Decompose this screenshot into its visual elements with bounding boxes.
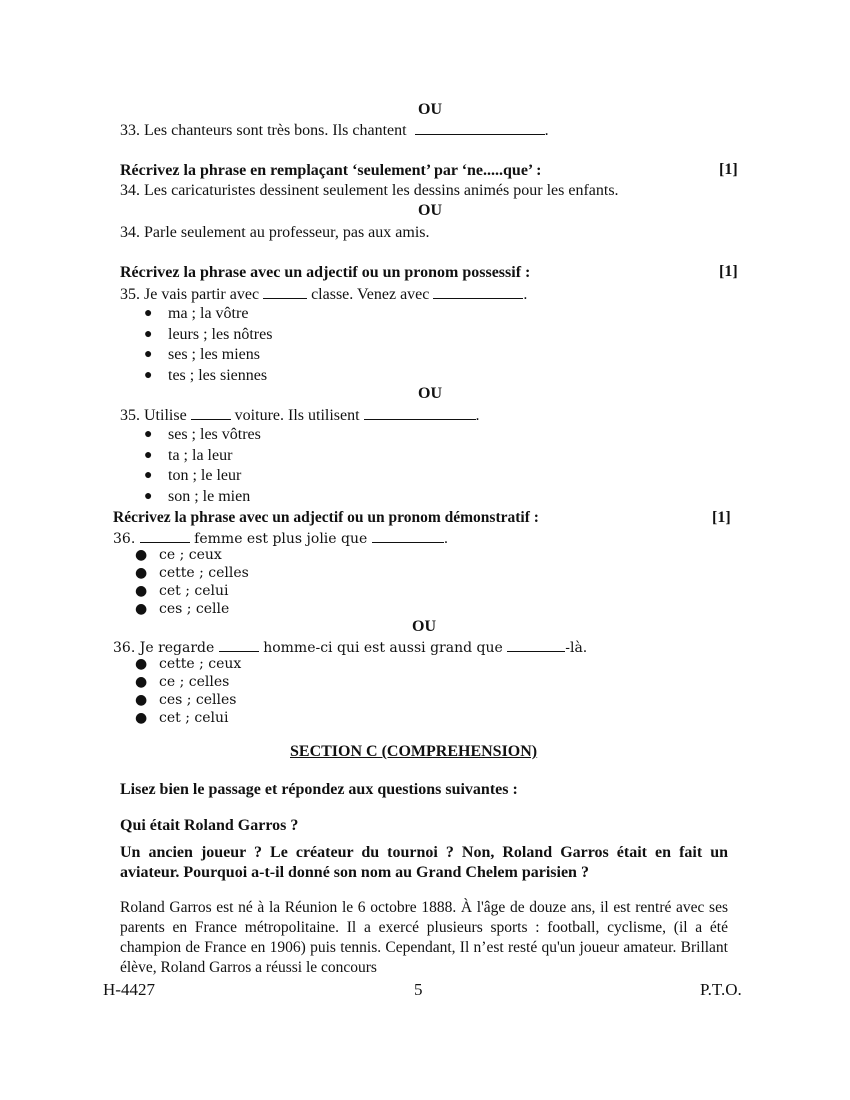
- option-item: [133, 546, 249, 564]
- option-text: ces ; celles: [159, 692, 237, 708]
- option-item: [142, 466, 261, 487]
- bullet-icon: ●: [135, 710, 148, 726]
- please-turn-over: P.T.O.: [700, 980, 742, 999]
- option-item: [133, 655, 241, 673]
- option-item: [133, 673, 241, 691]
- option-text: ses ; les miens: [168, 346, 260, 363]
- punctuation: .: [475, 407, 480, 424]
- bullet-icon: ●: [144, 427, 153, 442]
- option-text: cet ; celui: [159, 583, 229, 599]
- option-text: cette ; ceux: [159, 656, 242, 672]
- option-item: [142, 487, 261, 508]
- or-separator: OU: [418, 202, 442, 219]
- bullet-icon: ●: [144, 447, 153, 463]
- punctuation: -là.: [565, 640, 588, 656]
- bullet-icon: ●: [144, 347, 153, 362]
- answer-blank: [191, 405, 231, 420]
- question-35-alt: [120, 405, 480, 426]
- marks-q36: [1]: [712, 509, 731, 526]
- punctuation: .: [443, 531, 449, 547]
- passage-text: Roland Garros est né à la Réunion le 6 octobre 1888. À l'âge de douze ans, il est rentré avec ses parents en France métropolitaine. Il a exercé plusieurs sports : football, cyclisme, (il a été champion de France en 1906) puis tennis. Cependant, Il n’est resté qu'un joueur amateur. Brillant élève, Roland Garros a réussi le concours: [120, 899, 728, 976]
- bullet-icon: ●: [135, 565, 148, 581]
- option-item: [133, 709, 241, 727]
- answer-blank: [140, 528, 190, 543]
- section-instruction: Lisez bien le passage et répondez aux questions suivantes :: [120, 781, 518, 798]
- options-list-q36: [133, 546, 249, 618]
- bullet-icon: ●: [144, 306, 153, 321]
- option-text: son ; le mien: [168, 487, 251, 505]
- question-text: femme est plus jolie que: [194, 531, 368, 547]
- punctuation: .: [523, 286, 528, 303]
- bullet-icon: ●: [135, 692, 148, 708]
- option-text: tes ; les siennes: [168, 366, 268, 384]
- options-list-q35: [142, 304, 272, 386]
- option-text: cet ; celui: [159, 710, 229, 726]
- section-title: SECTION C (COMPREHENSION): [290, 743, 538, 760]
- options-list-q36-alt: [133, 655, 241, 727]
- answer-blank: [433, 284, 523, 299]
- question-36-alt: [113, 637, 587, 656]
- question-text: 36.: [113, 531, 136, 547]
- bullet-icon: ●: [144, 326, 153, 342]
- option-text: ces ; celle: [159, 601, 230, 617]
- option-item: [133, 600, 249, 618]
- bullet-icon: ●: [144, 488, 153, 504]
- option-item: [133, 582, 249, 600]
- option-item: [142, 325, 272, 346]
- answer-blank: [263, 284, 307, 299]
- marks-q35: [1]: [719, 263, 738, 280]
- page-number: 5: [414, 980, 423, 999]
- answer-blank: [372, 528, 444, 543]
- question-text: homme-ci qui est aussi grand que: [263, 640, 503, 656]
- punctuation: .: [544, 122, 549, 139]
- passage-heading: Qui était Roland Garros ?: [120, 817, 299, 834]
- option-item: [142, 446, 261, 467]
- instruction-q35: Récrivez la phrase avec un adjectif ou un pronom possessif :: [120, 264, 531, 281]
- options-list-q35-alt: [142, 425, 261, 507]
- question-text: 36. Je regarde: [113, 640, 215, 656]
- option-text: ton ; le leur: [168, 467, 242, 484]
- or-separator: OU: [412, 618, 436, 635]
- instruction-q36: Récrivez la phrase avec un adjectif ou un pronom démonstratif :: [113, 509, 539, 526]
- option-text: ce ; ceux: [159, 547, 222, 563]
- answer-blank: [219, 637, 259, 652]
- answer-blank: [364, 405, 476, 420]
- question-35: [120, 284, 527, 305]
- or-separator: OU: [418, 385, 442, 402]
- question-36: [113, 528, 448, 547]
- option-item: [142, 366, 272, 387]
- bullet-icon: ●: [135, 601, 148, 617]
- question-34: 34. Les caricaturistes dessinent seulement les dessins animés pour les enfants.: [120, 182, 619, 199]
- option-text: leurs ; les nôtres: [168, 325, 273, 343]
- option-text: cette ; celles: [159, 565, 249, 581]
- option-item: [142, 425, 261, 446]
- bullet-icon: ●: [144, 367, 153, 383]
- option-item: [133, 564, 249, 582]
- bullet-icon: ●: [135, 656, 148, 672]
- question-text: 35. Utilise: [120, 407, 187, 424]
- bullet-icon: ●: [135, 674, 148, 690]
- question-text: 33. Les chanteurs sont très bons. Ils chantent: [120, 122, 407, 139]
- question-text: voiture. Ils utilisent: [234, 407, 360, 424]
- answer-blank: [507, 637, 565, 652]
- question-33-alt: [120, 120, 549, 141]
- bullet-icon: ●: [144, 468, 153, 483]
- question-text: classe. Venez avec: [311, 286, 430, 303]
- question-34-alt: 34. Parle seulement au professeur, pas aux amis.: [120, 224, 430, 241]
- option-text: ma ; la vôtre: [168, 305, 249, 322]
- option-text: ses ; les vôtres: [168, 426, 261, 443]
- passage-intro: Un ancien joueur ? Le créateur du tournoi ? Non, Roland Garros était en fait un aviateur. Pourquoi a-t-il donné son nom au Grand Chelem parisien ?: [120, 844, 728, 881]
- option-text: ta ; la leur: [168, 446, 233, 464]
- question-text: 35. Je vais partir avec: [120, 286, 260, 303]
- instruction-q34: Récrivez la phrase en remplaçant ‘seulement’ par ‘ne.....que’ :: [120, 162, 542, 179]
- bullet-icon: ●: [135, 583, 148, 599]
- option-item: [133, 691, 241, 709]
- option-item: [142, 304, 272, 325]
- paper-code: H-4427: [103, 980, 155, 999]
- bullet-icon: ●: [135, 547, 148, 563]
- marks-q34: [1]: [719, 161, 738, 178]
- answer-blank: [415, 120, 545, 135]
- option-item: [142, 345, 272, 366]
- option-text: ce ; celles: [159, 674, 230, 690]
- or-separator: OU: [418, 101, 442, 118]
